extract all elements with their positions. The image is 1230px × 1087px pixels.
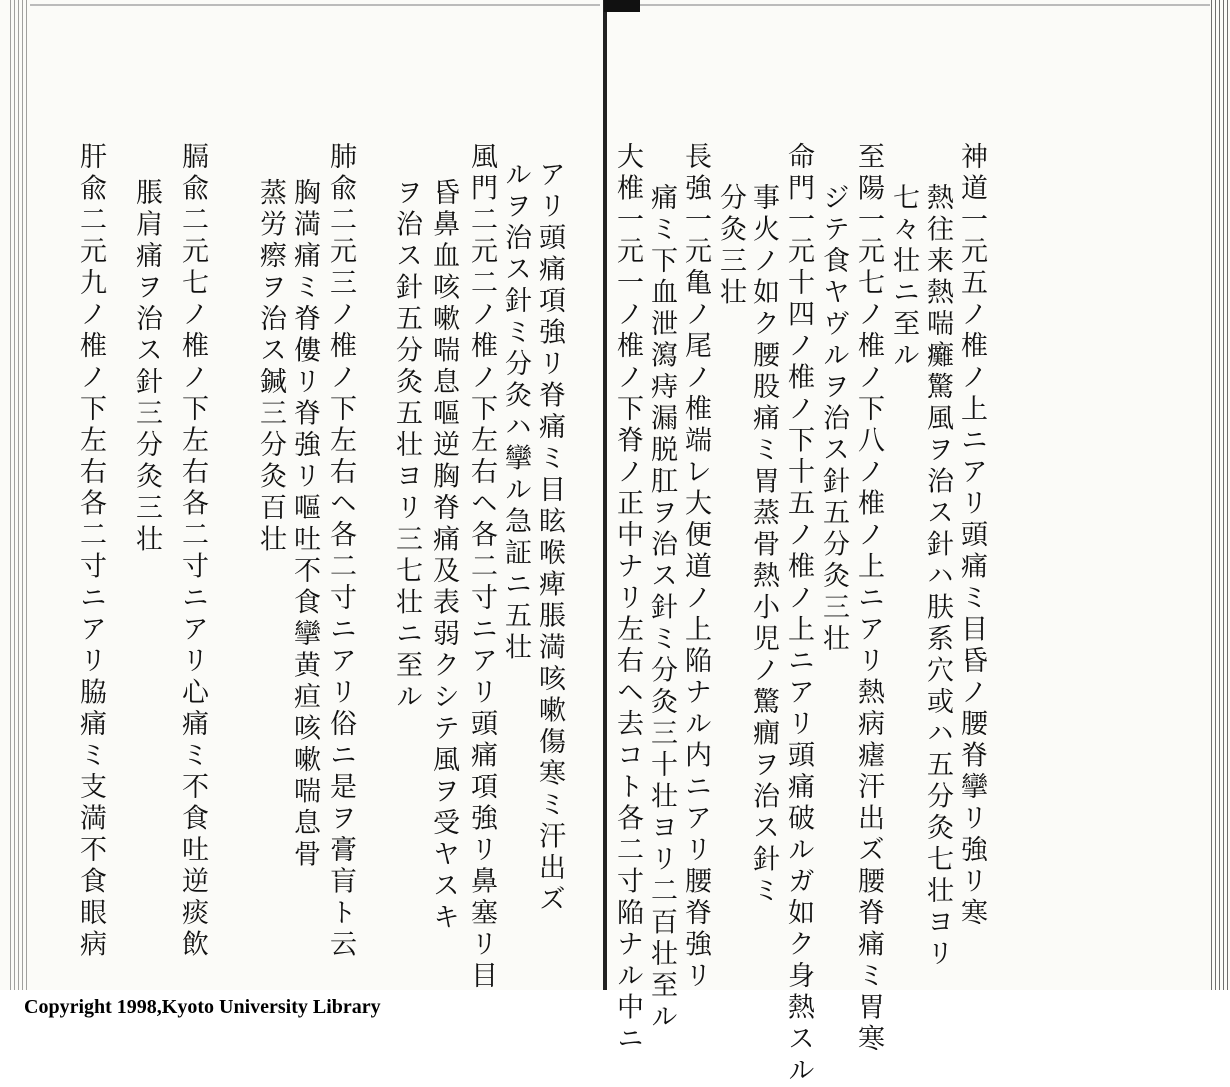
text-column: 命門一元十四ノ椎ノ下十五ノ椎ノ上ニアリ頭痛破ルガ如ク身熱スル	[783, 142, 814, 1087]
text-column: 大椎一元一ノ椎ノ下脊ノ正中ナリ左右ヘ去コト各二寸陥ナル中ニ	[612, 142, 643, 1056]
text-column: 昏鼻血咳嗽喘息嘔逆胸脊痛及表弱クシテ風ヲ受ヤスキ	[428, 178, 459, 934]
text-column: 熱往来熱喘癱驚風ヲ治ス針ハ肤系穴或ハ五分灸七壮ヨリ	[922, 183, 953, 971]
page-edge-left	[10, 0, 30, 990]
left-page	[30, 0, 603, 993]
text-column: 蒸労瘵ヲ治ス鍼三分灸百壮	[255, 178, 286, 556]
text-column: 事火ノ如ク腰股痛ミ胃蒸骨熱小児ノ驚癇ヲ治ス針ミ	[748, 183, 779, 908]
text-column: 風門二元二ノ椎ノ下左右ヘ各二寸ニアリ頭痛項強リ鼻塞リ目	[466, 142, 497, 993]
page-edge-right	[1208, 0, 1230, 990]
text-column: 七々壮ニ至ル	[888, 183, 919, 372]
text-column: ジテ食ヤヴルヲ治ス針五分灸三壮	[818, 183, 849, 656]
text-column: 脹肩痛ヲ治ス針三分灸三壮	[131, 178, 162, 556]
text-column: 至陽一元七ノ椎ノ下八ノ椎ノ上ニアリ熱病瘧汗出ズ腰脊痛ミ胃寒	[853, 142, 884, 1056]
text-column: 肝兪二元九ノ椎ノ下左右各二寸ニアリ脇痛ミ支満不食眼病	[75, 142, 106, 961]
right-page	[607, 0, 1207, 1087]
text-column: 分灸三壮	[715, 183, 746, 309]
text-column: 肺兪二元三ノ椎ノ下左右ヘ各二寸ニアリ俗ニ是ヲ膏肓ト云	[325, 142, 356, 961]
text-column: 神道一元五ノ椎ノ上ニアリ頭痛ミ目昏ノ腰脊攣リ強リ寒	[956, 142, 987, 930]
text-column: ヲ治ス針五分灸五壮ヨリ三七壮ニ至ル	[391, 178, 422, 714]
text-column: アリ頭痛項強リ脊痛ミ目眩喉痺脹満咳嗽傷寒ミ汗出ズ	[534, 160, 565, 916]
text-column: ルヲ治ス針ミ分灸ハ攣ル急証ニ五壮	[500, 160, 531, 664]
text-column: 膈兪二元七ノ椎ノ下左右各二寸ニアリ心痛ミ不食吐逆痰飲	[177, 142, 208, 961]
text-column: 痛ミ下血泄瀉痔漏脱肛ヲ治ス針ミ分灸三十壮ヨリ二百壮至ル	[646, 183, 677, 1034]
copyright-notice: Copyright 1998,Kyoto University Library	[24, 996, 381, 1018]
text-column: 胸満痛ミ脊僂リ脊強リ嘔吐不食攣黄疸咳嗽喘息骨	[289, 178, 320, 871]
text-column: 長強一元亀ノ尾ノ椎端レ大便道ノ上陥ナル内ニアリ腰脊強リ	[680, 142, 711, 993]
